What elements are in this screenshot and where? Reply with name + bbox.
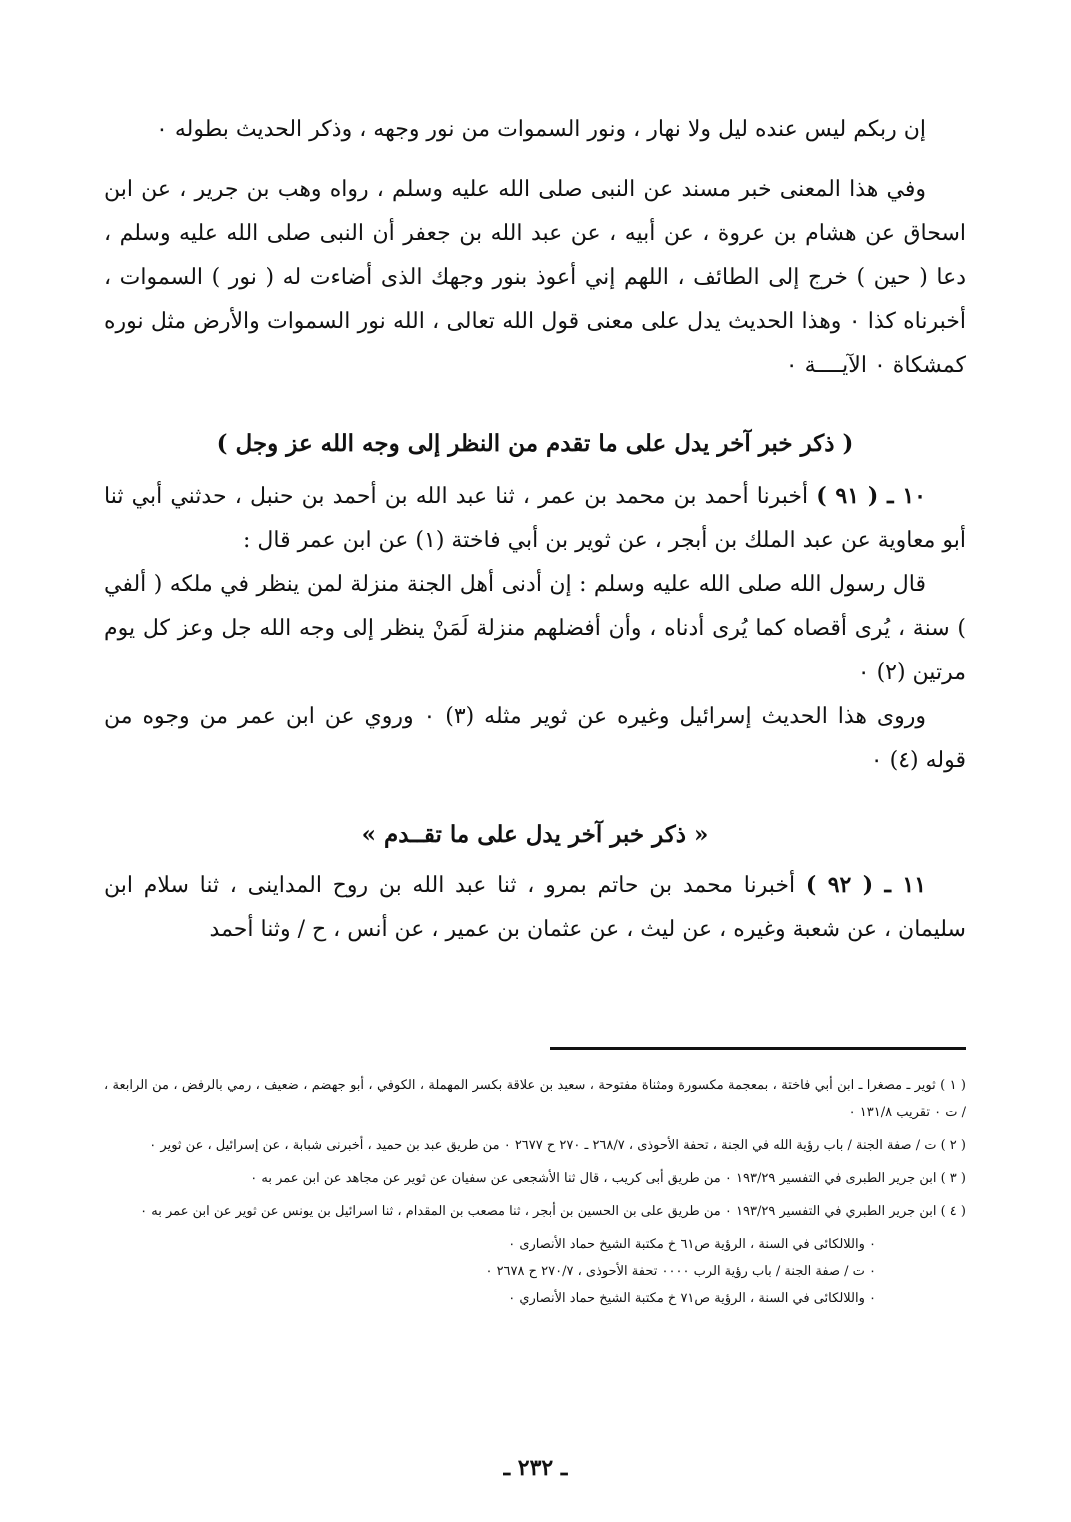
- footnote-2: ( ٢ ) ت / صفة الجنة / باب رؤية الله في الجنة ، تحفة الأحوذى ، ٢٦٨/٧ ـ ٢٧٠ ح ٢٦٧٧ ٠ من طريق عبد بن حميد ، أخبرنى شبابة ، عن إسرائيل ، عن ثوير ٠: [149, 1138, 966, 1153]
- paragraph-1: إن ربكم ليس عنده ليل ولا نهار ، ونور السموات من نور وجهه ، وذكر الحديث بطوله ٠: [156, 117, 926, 142]
- footnotes: [104, 1072, 966, 1312]
- footnote-4-sub-3: ٠ واللالكائى في السنة ، الرؤية ص٧١ خ مكتبة الشيخ حماد الأنصاري ٠: [508, 1291, 876, 1306]
- hadith-92: [104, 863, 966, 952]
- hadith-number-92: ١١ ـ ( ٩٢ ): [805, 872, 927, 898]
- section-heading-1: ( ذكر خبر آخر يدل على ما تقدم من النظر إلى وجه الله عز وجل ): [216, 430, 854, 457]
- page-number: ـ ٢٣٢ ـ: [503, 1455, 568, 1481]
- footnote-1: ( ١ ) ثوير ـ مصغرا ـ ابن أبي فاختة ، بمعجمة مكسورة ومثناة مفتوحة ، سعيد بن علاقة بكسر المهملة ، الكوفي ، أبو جهضم ، ضعيف ، رمي بالرفض ، من الرابعة ، / ت ٠ تقريب ١٣١/٨ ٠: [104, 1078, 966, 1120]
- paragraph-5: وروى هذا الحديث إسرائيل وغيره عن ثوير مثله (٣) ٠ وروي عن ابن عمر من وجوه من قوله (٤) ٠: [104, 704, 966, 773]
- main-text: [104, 108, 966, 952]
- hadith-91-text: أخبرنا أحمد بن محمد بن عمر ، ثنا عبد الله بن أحمد بن حنبل ، حدثني أبي ثنا أبو معاوية عن عبد الملك بن أبجر ، عن ثوير بن أبي فاختة (١) عن ابن عمر قال :: [104, 484, 966, 553]
- footnote-3: ( ٣ ) ابن جرير الطبرى في التفسير ١٩٣/٢٩ ٠ من طريق أبى كريب ، قال ثنا الأشجعى عن سفيان عن ثوير عن مجاهد عن ابن عمر به ٠: [250, 1171, 966, 1186]
- footnote-divider: [550, 1047, 966, 1050]
- hadith-91: [104, 474, 966, 563]
- footnote-4-sub-2: ٠ ت / صفة الجنة / باب رؤية الرب ٠٠٠٠ تحفة الأحوذى ، ٢٧٠/٧ ح ٢٦٧٨ ٠: [485, 1264, 876, 1279]
- footnote-4-sub-1: ٠ واللالكائى في السنة ، الرؤية ص٦١ خ مكتبة الشيخ حماد الأنصارى ٠: [508, 1237, 876, 1252]
- section-heading-2: « ذكر خبر آخر يدل على ما تقــدم »: [361, 821, 709, 848]
- paragraph-4: قال رسول الله صلى الله عليه وسلم : إن أدنى أهل الجنة منزلة لمن ينظر في ملكه ( ألفي ) سنة ، يُرى أقصاه كما يُرى أدناه ، وأن أفضلهم منزلة لَمَنْ ينظر إلى وجه الله جل وعز كل يوم مرتين (٢) ٠: [104, 572, 966, 685]
- footnote-4: ( ٤ ) ابن جرير الطبري في التفسير ١٩٣/٢٩ ٠ من طريق على بن الحسين بن أبجر ، ثنا مصعب بن المقدام ، ثنا اسرائيل بن يونس عن ثوير عن ابن عمر به ٠: [140, 1204, 966, 1219]
- hadith-92-text: أخبرنا محمد بن حاتم بمرو ، ثنا عبد الله بن روح المداينى ، ثنا سلام ابن سليمان ، عن شعبة وغيره ، عن ليث ، عن عثمان بن عمير ، عن أنس ، ح / وثنا أحمد: [104, 873, 966, 942]
- paragraph-2: وفي هذا المعنى خبر مسند عن النبى صلى الله عليه وسلم ، رواه وهب بن جرير ، عن ابن اسحاق عن هشام بن عروة ، عن أبيه ، عن عبد الله بن جعفر أن النبى صلى الله عليه وسلم ، دعا ( حين ) خرج إلى الطائف ، اللهم إني أعوذ بنور وجهك الذى أضاءت له ( نور ) السموات ، أخبرناه كذا ٠ وهذا الحديث يدل على معنى قول الله تعالى ، الله نور السموات والأرض مثل نوره كمشكاة ٠ الآيــــة ٠: [104, 177, 966, 378]
- hadith-number-91: ١٠ ـ ( ٩١ ): [816, 483, 926, 509]
